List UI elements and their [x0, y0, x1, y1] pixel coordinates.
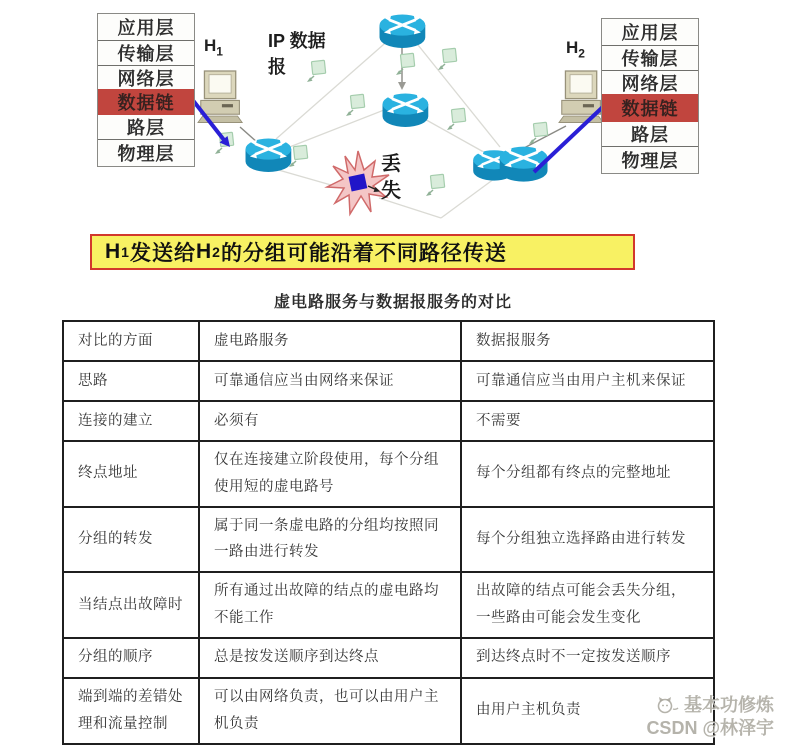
table-row [63, 638, 714, 678]
table-row [63, 678, 714, 744]
table-cell: 不需要 [461, 401, 714, 441]
table-cell: 连接的建立 [63, 401, 199, 441]
table-cell: 所有通过出故障的结点的虚电路均不能工作 [199, 572, 461, 638]
table-cell: 端到端的差错处理和流量控制 [63, 678, 199, 744]
table-row [63, 572, 714, 638]
table-cell: 虚电路服务 [199, 321, 461, 361]
table-title: 虚电路服务与数据报服务的对比 [273, 294, 512, 311]
table-cell: 到达终点时不一定按发送顺序 [461, 638, 714, 678]
table-cell: 对比的方面 [63, 321, 199, 361]
packet-icon [396, 53, 415, 75]
ip-datagram-label [268, 28, 326, 80]
link-direction-arrowhead [398, 82, 406, 90]
packet-icon [426, 174, 445, 196]
layer-physical: 物理层 [602, 146, 698, 173]
table-cell: 属于同一条虚电路的分组均按照同一路由进行转发 [199, 507, 461, 573]
packet-loss-label [381, 151, 401, 205]
layer-datalink-top: 数据链 [98, 89, 194, 115]
table-row [63, 321, 714, 361]
packet-icon [346, 94, 365, 116]
table-row [63, 361, 714, 401]
ip-label-line2: 报 [268, 57, 286, 78]
table-cell: 思路 [63, 361, 199, 401]
table-row [63, 401, 714, 441]
h1-sub: 1 [216, 44, 223, 59]
layer-datalink-bottom: 路层 [631, 124, 669, 145]
layer-datalink-bottom: 路层 [127, 118, 165, 138]
caption-h2: H [195, 240, 213, 263]
table-cell: 仅在连接建立阶段使用，每个分组使用短的虚电路号 [199, 441, 461, 507]
table-row [63, 507, 714, 573]
h2-base: H [566, 38, 579, 57]
caption-rest: 的分组可能沿着不同路径传送 [220, 242, 507, 265]
table-cell: 终点地址 [63, 441, 199, 507]
router-icon [246, 139, 292, 172]
packet-icon [438, 48, 457, 70]
packet-icon [289, 145, 308, 167]
layer-physical: 物理层 [98, 139, 194, 166]
caption-h1-sub: 1 [121, 244, 130, 260]
caption-h2-sub: 2 [212, 244, 221, 260]
layer-datalink-top: 数据链 [602, 94, 698, 122]
table-cell: 总是按发送顺序到达终点 [199, 638, 461, 678]
table-cell: 可靠通信应当由用户主机来保证 [461, 361, 714, 401]
table-cell: 分组的转发 [63, 507, 199, 573]
figure-caption [90, 234, 635, 270]
h1-base: H [204, 36, 217, 55]
watermark-line1: 基本功修炼 [684, 695, 774, 715]
table-cell: 每个分组独立选择路由进行转发 [461, 507, 714, 573]
loss-label-line2: 失 [381, 180, 401, 202]
layer-transport: 传输层 [602, 45, 698, 70]
layer-network: 网络层 [98, 65, 194, 89]
host-h1-label [204, 36, 223, 58]
packet-loss-burst-icon [327, 151, 389, 214]
table-cell: 可靠通信应当由网络来保证 [199, 361, 461, 401]
table-cell: 每个分组都有终点的完整地址 [461, 441, 714, 507]
host-h2-label [566, 38, 585, 60]
caption-middle: 发送给 [129, 242, 196, 265]
h2-sub: 2 [578, 46, 585, 61]
comparison-table-wrapper [62, 320, 715, 745]
layer-network: 网络层 [602, 70, 698, 94]
watermark-line2: CSDN @林泽宇 [646, 717, 774, 738]
layer-application: 应用层 [621, 23, 679, 44]
comparison-table [62, 320, 715, 745]
table-cell: 分组的顺序 [63, 638, 199, 678]
loss-label-line1: 丢 [381, 153, 401, 175]
table-cell: 可以由网络负责，也可以由用户主机负责 [199, 678, 461, 744]
table-cell: 当结点出故障时 [63, 572, 199, 638]
table-cell: 必须有 [199, 401, 461, 441]
table-cell: 数据报服务 [461, 321, 714, 361]
protocol-stack-right [601, 18, 699, 174]
caption-h1: H [105, 240, 122, 263]
router-icon [383, 94, 429, 127]
layer-transport: 传输层 [98, 40, 194, 65]
table-cell: 出故障的结点可能会丢失分组，一些路由可能会发生变化 [461, 572, 714, 638]
table-row [63, 441, 714, 507]
layer-application: 应用层 [117, 18, 175, 38]
protocol-stack-left [97, 13, 195, 167]
packet-icon [447, 108, 466, 130]
table-cell: 由用户主机负责 [461, 678, 714, 744]
ip-label-line1: IP 数据 [268, 31, 326, 51]
router-icon [380, 15, 426, 48]
